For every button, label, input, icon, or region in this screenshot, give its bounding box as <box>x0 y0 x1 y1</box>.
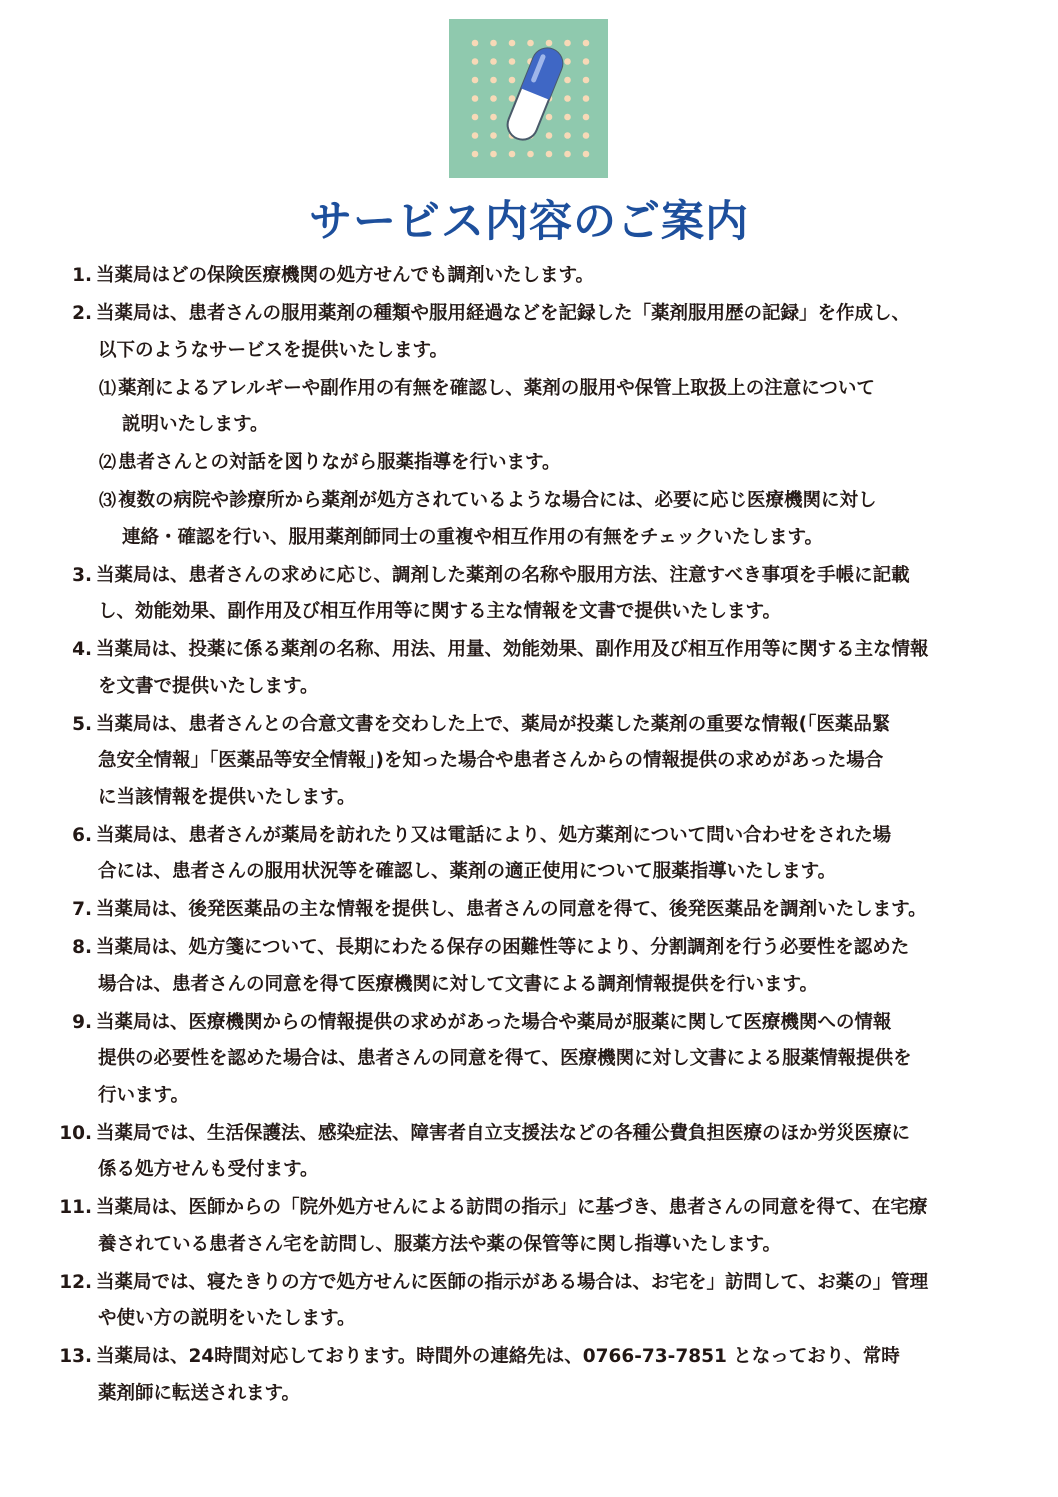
list-item <box>0 818 1058 891</box>
list-item <box>0 371 1058 444</box>
list-item <box>0 632 1058 705</box>
item-text-line: 当薬局はどの保険医療機関の処方せんでも調剤いたします。 <box>96 265 595 286</box>
list-item <box>0 483 1058 556</box>
item-text-line: 当薬局では、生活保護法、感染症法、障害者自立支援法などの各種公費負担医療のほか労災医療に <box>96 1122 911 1144</box>
item-text-line: 当薬局は、医師からの「院外処方せんによる訪問の指示」に基づき、患者さんの同意を得て、在宅療 <box>96 1197 928 1218</box>
item-number: 7. <box>72 899 92 920</box>
item-number: 11. <box>59 1197 92 1218</box>
item-number: 12. <box>59 1271 92 1293</box>
item-text-line: を文書で提供いたします。 <box>98 675 319 697</box>
list-item <box>0 296 1058 369</box>
item-number: 6. <box>72 824 92 846</box>
item-text-line: 急安全情報」「医薬品等安全情報」)を知った場合や患者さんからの情報提供の求めがあった場合 <box>98 750 884 771</box>
item-text-line: や使い方の説明をいたします。 <box>98 1308 356 1329</box>
item-number: ⑶ <box>99 491 116 511</box>
list-item <box>0 1339 1058 1412</box>
item-text-line: 以下のようなサービスを提供いたします。 <box>98 339 449 361</box>
item-number: ⑴ <box>99 378 116 399</box>
item-number: 8. <box>72 937 92 958</box>
item-text-line: 係る処方せんも受付ます。 <box>98 1159 319 1180</box>
item-text-line: 提供の必要性を認めた場合は、患者さんの同意を得て、医療機関に対し文書による服薬情報提供を <box>98 1048 912 1069</box>
item-text-line: 複数の病院や診療所から薬剤が処方されているような場合には、必要に応じ医療機関に対し <box>118 490 877 511</box>
item-text-line: 当薬局は、後発医薬品の主な情報を提供し、患者さんの同意を得て、後発医薬品を調剤いたします。 <box>96 899 927 920</box>
item-text-line: 当薬局は、医療機関からの情報提供の求めがあった場合や薬局が服薬に関して医療機関への情報 <box>96 1011 892 1033</box>
pharmacy-logo <box>449 19 608 178</box>
item-text-line: 当薬局では、寝たきりの方で処方せんに医師の指示がある場合は、お宅を」訪問して、お薬の」管理 <box>96 1271 929 1293</box>
list-item <box>0 1116 1058 1189</box>
item-text-line: 行います。 <box>98 1084 190 1106</box>
list-item <box>0 930 1058 1003</box>
item-number: ⑵ <box>99 453 116 473</box>
item-text-line: 薬剤師に転送されます。 <box>98 1382 301 1404</box>
item-text-line: 当薬局は、投薬に係る薬剤の名称、用法、用量、効能効果、副作用及び相互作用等に関する主な情報 <box>96 639 929 660</box>
item-text-line: 場合は、患者さんの同意を得て医療機関に対して文書による調剤情報提供を行います。 <box>98 973 819 995</box>
list-item <box>0 892 1058 929</box>
list-item <box>0 1265 1058 1338</box>
item-text-line: 当薬局は、患者さんの服用薬剤の種類や服用経過などを記録した「薬剤服用歴の記録」を作成し、 <box>96 303 911 324</box>
item-number: 3. <box>72 564 92 586</box>
item-text-line: 合には、患者さんの服用状況等を確認し、薬剤の適正使用について服薬指導いたします。 <box>98 861 837 882</box>
item-text-line: 当薬局は、患者さんの求めに応じ、調剤した薬剤の名称や服用方法、注意すべき事項を手帳に記載 <box>96 564 910 586</box>
item-text-line: 当薬局は、処方箋について、長期にわたる保存の困難性等により、分割調剤を行う必要性を認めた <box>96 937 910 958</box>
item-text-line: に当該情報を提供いたします。 <box>98 786 356 808</box>
item-text-line: 連絡・確認を行い、服用薬剤師同士の重複や相互作用の有無をチェックいたします。 <box>122 526 823 548</box>
item-number: 2. <box>72 303 92 324</box>
list-item <box>0 558 1058 631</box>
item-text-line: 説明いたします。 <box>122 414 269 435</box>
item-text-line: 当薬局は、患者さんが薬局を訪れたり又は電話により、処方薬剤について問い合わせをされた場 <box>96 824 892 846</box>
capsule-icon <box>449 19 608 178</box>
item-number: 1. <box>72 265 92 286</box>
item-number: 9. <box>72 1011 92 1033</box>
item-number: 4. <box>72 639 92 660</box>
list-item <box>0 1005 1058 1115</box>
item-text-line: 当薬局は、患者さんとの合意文書を交わした上で、薬局が投薬した薬剤の重要な情報(「医薬品緊 <box>96 713 891 735</box>
list-item <box>0 445 1058 482</box>
item-number: 5. <box>72 713 92 735</box>
item-text-line: 患者さんとの対話を図りながら服薬指導を行います。 <box>118 452 561 473</box>
page-title: サービス内容のご案内 <box>309 197 749 247</box>
item-number: 10. <box>59 1122 92 1144</box>
item-text-line: 養されている患者さん宅を訪問し、服薬方法や薬の保管等に関し指導いたします。 <box>98 1233 782 1255</box>
list-item <box>0 258 1058 295</box>
item-text-line: 薬剤によるアレルギーや副作用の有無を確認し、薬剤の服用や保管上取扱上の注意について <box>118 377 875 399</box>
item-number: 13. <box>59 1346 92 1367</box>
list-item <box>0 707 1058 817</box>
item-text-line: 当薬局は、24時間対応しております。時間外の連絡先は、0766-73-7851 となっており、常時 <box>96 1346 900 1367</box>
item-text-line: し、効能効果、副作用及び相互作用等に関する主な情報を文書で提供いたします。 <box>98 601 782 622</box>
list-item <box>0 1190 1058 1263</box>
